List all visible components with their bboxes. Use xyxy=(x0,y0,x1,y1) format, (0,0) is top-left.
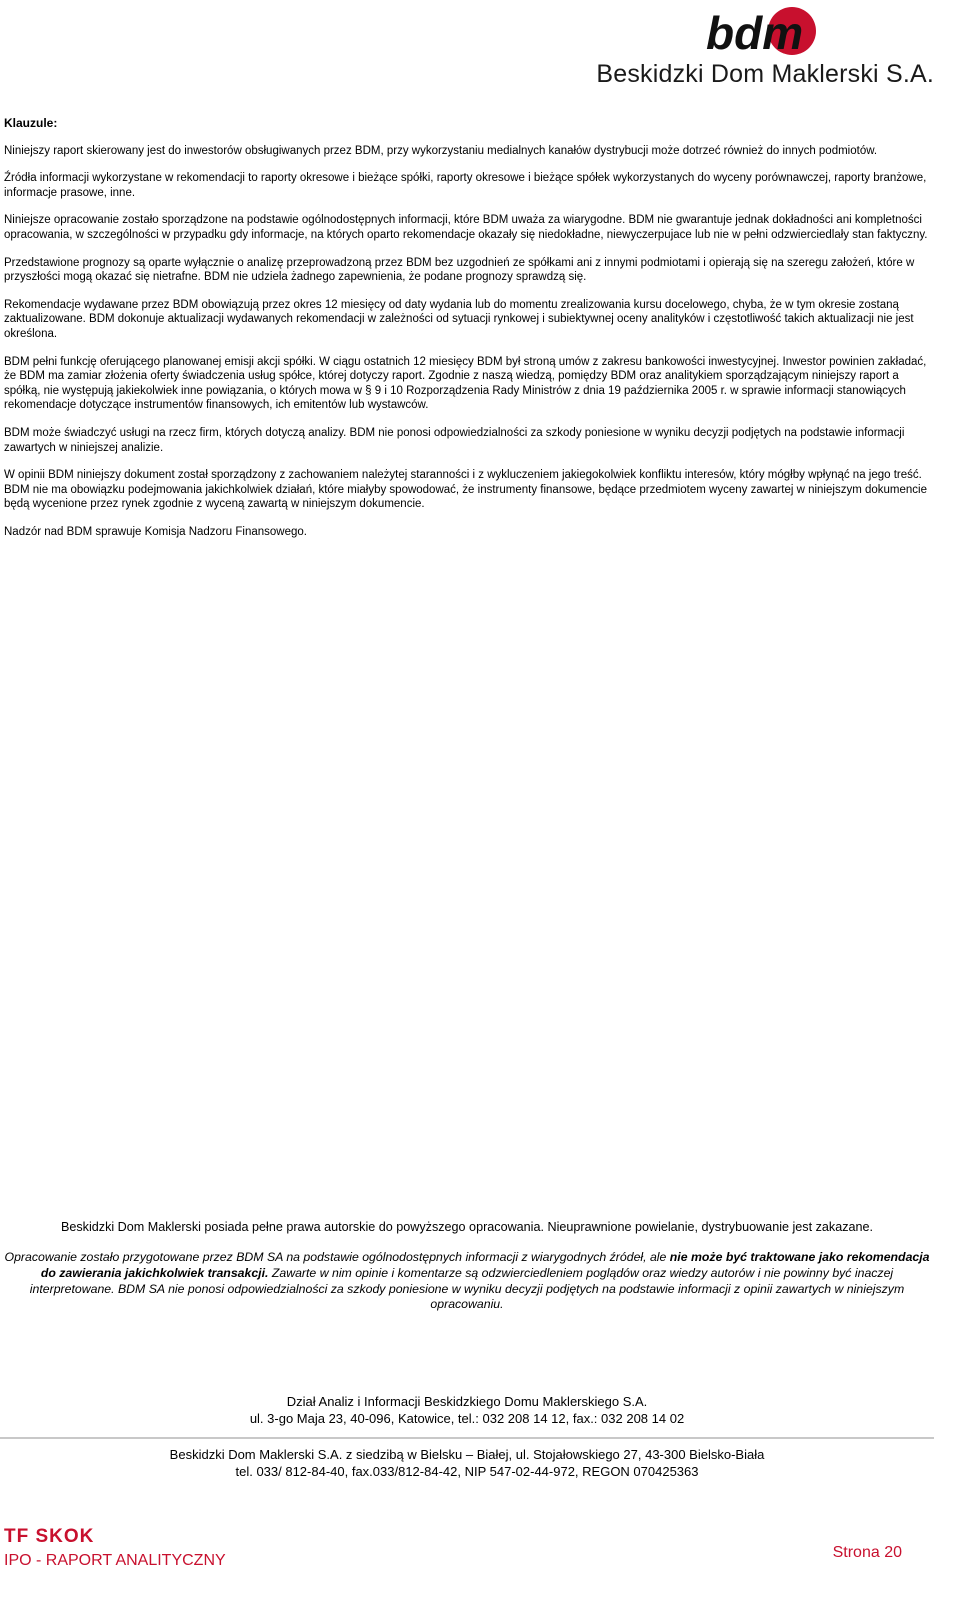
clause-paragraph: W opinii BDM niniejszy dokument został sporządzony z zachowaniem należytej staranności i z wykluczeniem jakiegokolwiek konfliktu interesów, który mógłby wpłynąć na jego treść. BDM nie ma obowiązku podejmowania jakichkolwiek działań, które miałyby spowodować, że instrumenty finansowe, będące przedmiotem wyceny zawartej w niniejszym dokumencie będą wycenione przez rynek zgodnie z wyceną zawartą w niniejszym dokumencie. xyxy=(4,469,927,511)
department-info xyxy=(0,1393,934,1427)
disclaimer-bold-text: nie może być traktowane jako rekomendacja do zawierania jakichkolwiek transakcji. xyxy=(40,1250,930,1280)
clauses-section xyxy=(4,116,934,552)
footer-report-type: IPO - RAPORT ANALITYCZNY xyxy=(4,1552,226,1569)
company-info xyxy=(0,1446,934,1480)
clause-paragraph: Źródła informacji wykorzystane w rekomendacji to raporty okresowe i bieżące spółki, raporty okresowe i bieżące spółek wykorzystanych do wyceny porównawczej, raporty branżowe, informacje prasowe, inne. xyxy=(4,172,927,199)
bdm-logo-mark xyxy=(702,4,822,59)
clause-paragraph: Nadzór nad BDM sprawuje Komisja Nadzoru Finansowego. xyxy=(4,525,307,538)
disclaimer xyxy=(4,1250,930,1313)
clauses-heading: Klauzule: xyxy=(4,116,58,130)
page-number: Strona 20 xyxy=(832,1544,902,1561)
clause-paragraph: Przedstawione prognozy są oparte wyłącznie o analizę przeprowadzoną przez BDM bez uzgodnień ze spółkami ani z innymi podmiotami i opierają się na szeregu założeń, które w przyszłości mogą okazać się nietrafne. BDM nie udziela żadnego zapewnienia, że podane prognozy sprawdzą się. xyxy=(4,256,915,284)
clause-paragraph: BDM pełni funkcję oferującego planowanej emisji akcji spółki. W ciągu ostatnich 12 miesięcy BDM był stroną umów z zakresu bankowości inwestycyjnej. Inwestor powinien zakładać, że BDM ma zamiar złożenia oferty świadczenia usług spółce, której dotyczy raport. Zgodnie z naszą wiedzą, pomiędzy BDM oraz analitykiem sporządzającym niniejszy raport a spółką, nie występują jakiekolwiek inne powiązania, o których mowa w § 9 i 10 Rozporządzenia Rady Ministrów z dnia 19 października 2005 r. w sprawie informacji stanowiących rekomendacje dotyczące instrumentów finansowych, ich emitentów lub wystawców. xyxy=(4,355,927,412)
logo-company-name: Beskidzki Dom Maklerski S.A. xyxy=(596,60,934,88)
company-contact: tel. 033/ 812-84-40, fax.033/812-84-42, NIP 547-02-44-972, REGON 070425363 xyxy=(235,1464,699,1479)
clause-paragraph: Niniejszy raport skierowany jest do inwestorów obsługiwanych przez BDM, przy wykorzystaniu medialnych kanałów dystrybucji może dotrzeć również do innych podmiotów. xyxy=(4,144,878,157)
clause-paragraph: Rekomendacje wydawane przez BDM obowiązują przez okres 12 miesięcy od daty wydania lub do momentu zrealizowania kursu docelowego, chyba, że w tym okresie zostaną zaktualizowane. BDM dokonuje aktualizacji wydawanych rekomendacji w zależności od sytuacji rynkowej i subiektywnej oceny analityków i częstotliwość takich aktualizacji nie jest określona. xyxy=(4,298,914,340)
department-name: Dział Analiz i Informacji Beskidzkiego Domu Maklerskiego S.A. xyxy=(286,1394,648,1409)
copyright-notice: Beskidzki Dom Maklerski posiada pełne prawa autorskie do powyższego opracowania. Nieuprawnione powielanie, dystrybuowanie jest zakazane. xyxy=(60,1220,874,1234)
company-address: Beskidzki Dom Maklerski S.A. z siedzibą w Bielsku – Białej, ul. Stojałowskiego 27, 43-300 Bielsko-Biała xyxy=(169,1447,765,1462)
department-address: ul. 3-go Maja 23, 40-096, Katowice, tel.: 032 208 14 12, fax.: 032 208 14 02 xyxy=(249,1411,685,1426)
clause-paragraph: BDM może świadczyć usługi na rzecz firm, których dotyczą analizy. BDM nie ponosi odpowiedzialności za szkody poniesione w wyniku decyzji podjętych na podstawie informacji zawartych w niniejszej analizie. xyxy=(4,426,905,454)
clause-paragraph: Niniejsze opracowanie zostało sporządzone na podstawie ogólnodostępnych informacji, które BDM uważa za wiarygodne. BDM nie gwarantuje jednak dokładności ani kompletności opracowania, w szczególności w przypadku gdy informacje, na których oparto rekomendacje okazały się niedokładne, niewyczerpujace lub nie w pełni odzwierciedlały stan faktyczny. xyxy=(4,214,928,241)
footer-divider xyxy=(0,1437,934,1439)
company-logo xyxy=(594,4,934,92)
logo-mark-text: bdm xyxy=(706,7,804,59)
disclaimer-text: Opracowanie zostało przygotowane przez BDM SA na podstawie ogólnodostępnych informacji z wiarygodnych źródeł, ale xyxy=(4,1250,670,1264)
disclaimer-text: Zawarte w nim opinie i komentarze są odzwierciedleniem poglądów oraz wiedzy autorów i nie powinny być inaczej interpretowane. BDM SA nie ponosi odpowiedzialności za szkody poniesione w wyniku decyzji podjętych na podstawie informacji z opinii zawartych w niniejszym opracowaniu. xyxy=(29,1265,905,1312)
footer-report-title: TF SKOK xyxy=(4,1526,95,1547)
